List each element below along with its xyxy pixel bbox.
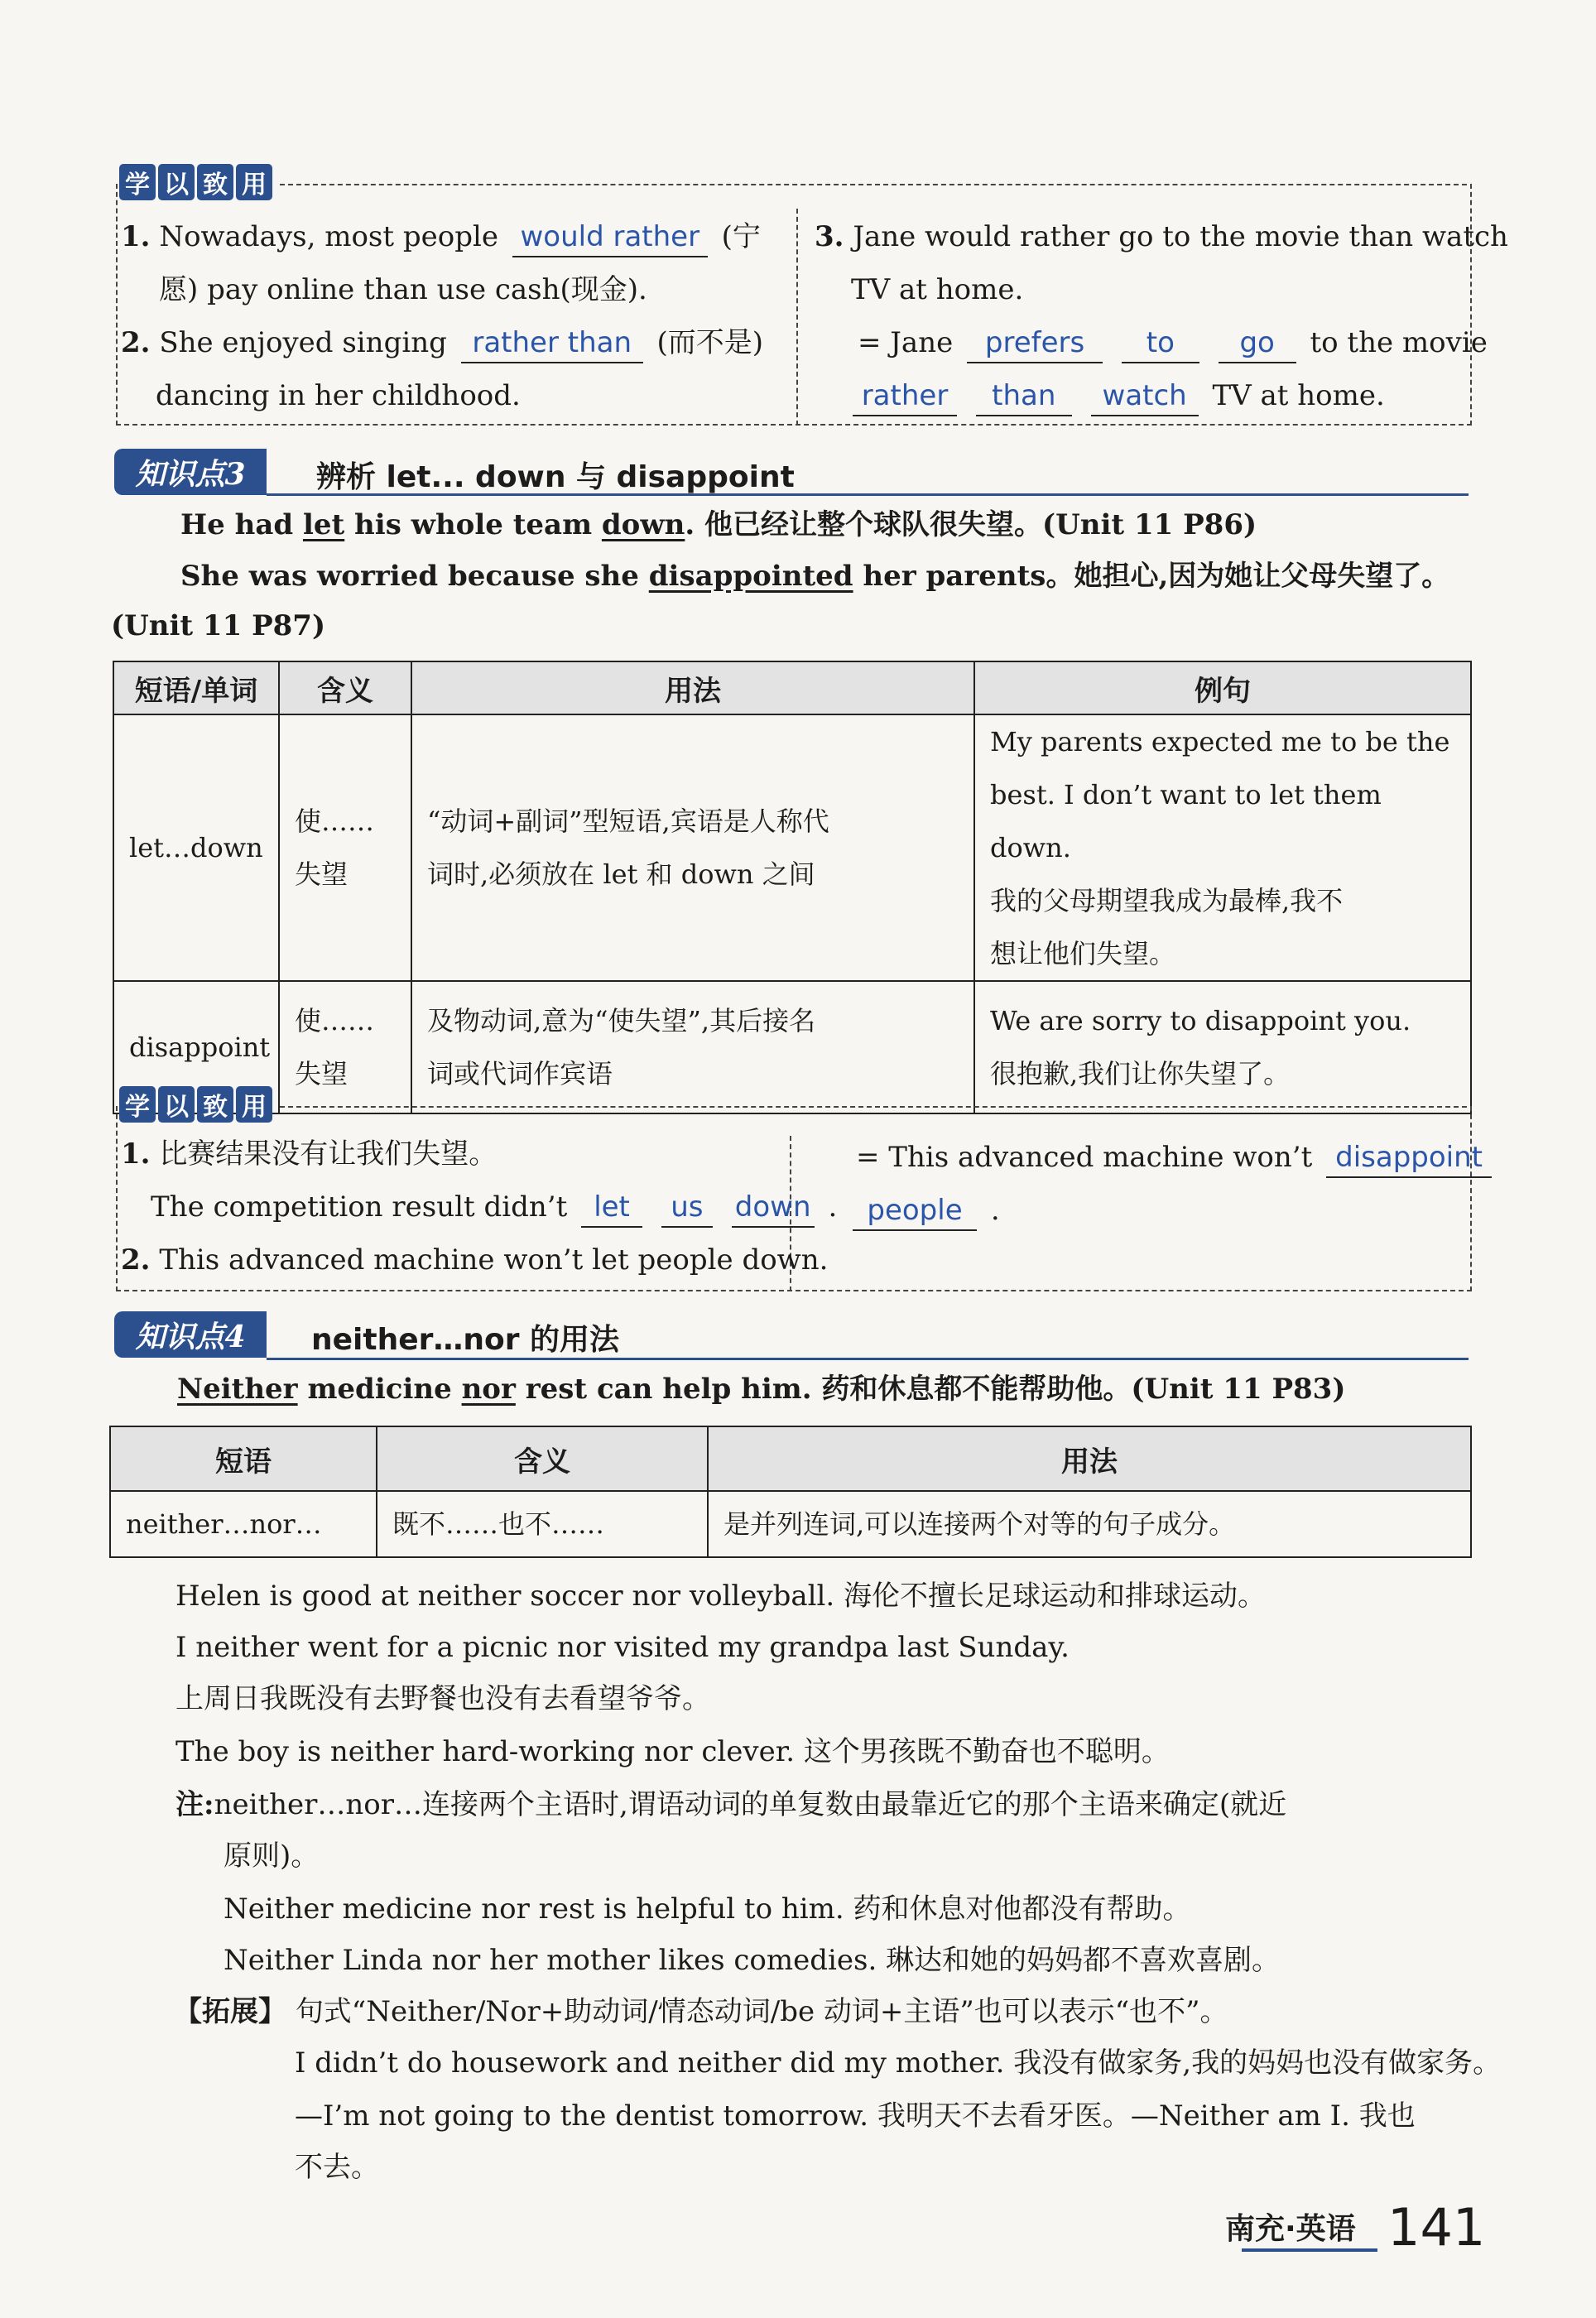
practice2-q1: 1. 比赛结果没有让我们失望。 bbox=[121, 1137, 498, 1171]
tag-char: 以 bbox=[158, 1086, 195, 1123]
extension-label: 【拓展】 bbox=[174, 1995, 286, 2028]
divider bbox=[267, 493, 1469, 496]
practice2-answer-line2: people . bbox=[848, 1184, 1000, 1237]
tag-char: 以 bbox=[158, 164, 195, 200]
practice2-q1-line2: The competition result didn’t let us down . bbox=[151, 1181, 837, 1234]
table-cell: “动词+副词”型短语,宾语是人称代 词时,必须放在 let 和 down 之间 bbox=[411, 714, 974, 981]
column-header: 例句 bbox=[974, 661, 1471, 714]
example-sentence-1: He had let his whole team down. 他已经让整个球队很失望。(Unit 11 P86) bbox=[180, 508, 1257, 541]
table-cell: 使…… 失望 bbox=[279, 714, 411, 981]
table-cell: neither…nor… bbox=[110, 1491, 377, 1557]
answer-blank: us bbox=[661, 1188, 713, 1228]
practice1-q3-line3: = Jane prefers to go to the movie bbox=[858, 316, 1488, 369]
practice1-q1: 1. Nowadays, most people would rather (宁 bbox=[121, 210, 761, 263]
practice1-q2: 2. She enjoyed singing rather than (而不是) bbox=[121, 316, 763, 369]
table-row bbox=[110, 1491, 1471, 1557]
practice1-q1-line2: 愿) pay online than use cash(现金). bbox=[159, 273, 647, 306]
answer-blank: down bbox=[732, 1188, 815, 1228]
table-cell: let…down bbox=[113, 714, 279, 981]
footer-label: 南充·英语 bbox=[1225, 2212, 1356, 2246]
usage-table bbox=[109, 1426, 1472, 1558]
section-title: 辨析 let... down 与 disappoint bbox=[316, 460, 795, 494]
note-line: 注:neither…nor…连接两个主语时,谓语动词的单复数由最靠近它的那个主语来确定(就近 bbox=[175, 1788, 1287, 1821]
example-sentence-2: She was worried because she disappointed her parents。她担心,因为她让父母失望了。 bbox=[180, 560, 1450, 593]
example-sentence-2-source: (Unit 11 P87) bbox=[111, 609, 326, 642]
table-row bbox=[113, 714, 1471, 981]
table-cell: 既不……也不…… bbox=[377, 1491, 708, 1557]
knowledge-point-badge: 知识点3 bbox=[114, 449, 267, 495]
column-header: 短语/单词 bbox=[113, 661, 279, 714]
note-example: Neither Linda nor her mother likes comedies. 琳达和她的妈妈都不喜欢喜剧。 bbox=[224, 1944, 1281, 1977]
practice2-answer-line1: = This advanced machine won’t disappoint bbox=[856, 1131, 1497, 1184]
practice1-q2-line2: dancing in her childhood. bbox=[156, 379, 521, 412]
tag-char: 学 bbox=[119, 1086, 156, 1123]
table-cell: We are sorry to disappoint you. 很抱歉,我们让你失望了。 bbox=[974, 981, 1471, 1113]
example-sentence: Neither medicine nor rest can help him. 药和休息都不能帮助他。(Unit 11 P83) bbox=[177, 1373, 1346, 1406]
table-cell: disappoint bbox=[113, 981, 279, 1113]
practice1-q3-line2: TV at home. bbox=[851, 273, 1024, 306]
tag-char: 用 bbox=[236, 164, 272, 200]
answer-blank: go bbox=[1219, 324, 1296, 363]
extension-example: I didn’t do housework and neither did my mother. 我没有做家务,我的妈妈也没有做家务。 bbox=[295, 2046, 1502, 2080]
page-number: 141 bbox=[1387, 2197, 1486, 2258]
note-example: Neither medicine nor rest is helpful to him. 药和休息对他都没有帮助。 bbox=[224, 1892, 1191, 1926]
note-label: 注: bbox=[175, 1788, 214, 1821]
column-header: 用法 bbox=[708, 1426, 1471, 1491]
answer-blank: rather than bbox=[461, 324, 643, 363]
table-header-row bbox=[110, 1426, 1471, 1491]
answer-blank: disappoint bbox=[1326, 1138, 1492, 1178]
divider bbox=[1242, 2248, 1377, 2252]
answer-blank: watch bbox=[1091, 377, 1199, 416]
answer-blank: rather bbox=[853, 377, 957, 416]
practice1-q3-line4: rather than watch TV at home. bbox=[848, 369, 1385, 422]
practice1-q3: 3. Jane would rather go to the movie than watch bbox=[815, 220, 1508, 253]
column-header: 含义 bbox=[377, 1426, 708, 1491]
body-line: I neither went for a picnic nor visited my grandpa last Sunday. bbox=[175, 1631, 1070, 1664]
knowledge-point-badge: 知识点4 bbox=[114, 1311, 267, 1358]
table-cell: My parents expected me to be the best. I don’t want to let them down. 我的父母期望我成为最棒,我不 想让他们失望。 bbox=[974, 714, 1471, 981]
practice2-q2: 2. This advanced machine won’t let people down. bbox=[121, 1243, 829, 1277]
divider bbox=[796, 209, 798, 426]
answer-blank: to bbox=[1122, 324, 1199, 363]
tag-char: 致 bbox=[197, 1086, 233, 1123]
extension-example: 不去。 bbox=[295, 2151, 379, 2184]
table-row bbox=[113, 981, 1471, 1113]
note-line: 原则)。 bbox=[224, 1839, 320, 1873]
column-header: 含义 bbox=[279, 661, 411, 714]
divider bbox=[267, 1358, 1469, 1360]
answer-blank: people bbox=[853, 1191, 977, 1231]
answer-blank: than bbox=[976, 377, 1072, 416]
answer-blank: let bbox=[581, 1188, 642, 1228]
answer-blank: would rather bbox=[512, 218, 708, 257]
section-title: neither…nor 的用法 bbox=[311, 1323, 620, 1357]
extension-example: —I’m not going to the dentist tomorrow. 我明天不去看牙医。—Neither am I. 我也 bbox=[295, 2099, 1416, 2133]
tag-char: 学 bbox=[119, 164, 156, 200]
table-header-row bbox=[113, 661, 1471, 714]
table-cell: 是并列连词,可以连接两个对等的句子成分。 bbox=[708, 1491, 1471, 1557]
body-line: Helen is good at neither soccer nor volleyball. 海伦不擅长足球运动和排球运动。 bbox=[175, 1580, 1267, 1613]
extension-line: 【拓展】 句式“Neither/Nor+助动词/情态动词/be 动词+主语”也可以表示“也不”。 bbox=[174, 1995, 1228, 2028]
table-cell: 使…… 失望 bbox=[279, 981, 411, 1113]
tag-char: 致 bbox=[197, 164, 233, 200]
column-header: 用法 bbox=[411, 661, 974, 714]
answer-blank: prefers bbox=[967, 324, 1103, 363]
tag-char: 用 bbox=[236, 1086, 272, 1123]
column-header: 短语 bbox=[110, 1426, 377, 1491]
body-line: 上周日我既没有去野餐也没有去看望爷爷。 bbox=[175, 1682, 710, 1715]
comparison-table bbox=[113, 661, 1472, 1114]
body-line: The boy is neither hard-working nor clever. 这个男孩既不勤奋也不聪明。 bbox=[175, 1735, 1170, 1768]
table-cell: 及物动词,意为“使失望”,其后接名 词或代词作宾语 bbox=[411, 981, 974, 1113]
